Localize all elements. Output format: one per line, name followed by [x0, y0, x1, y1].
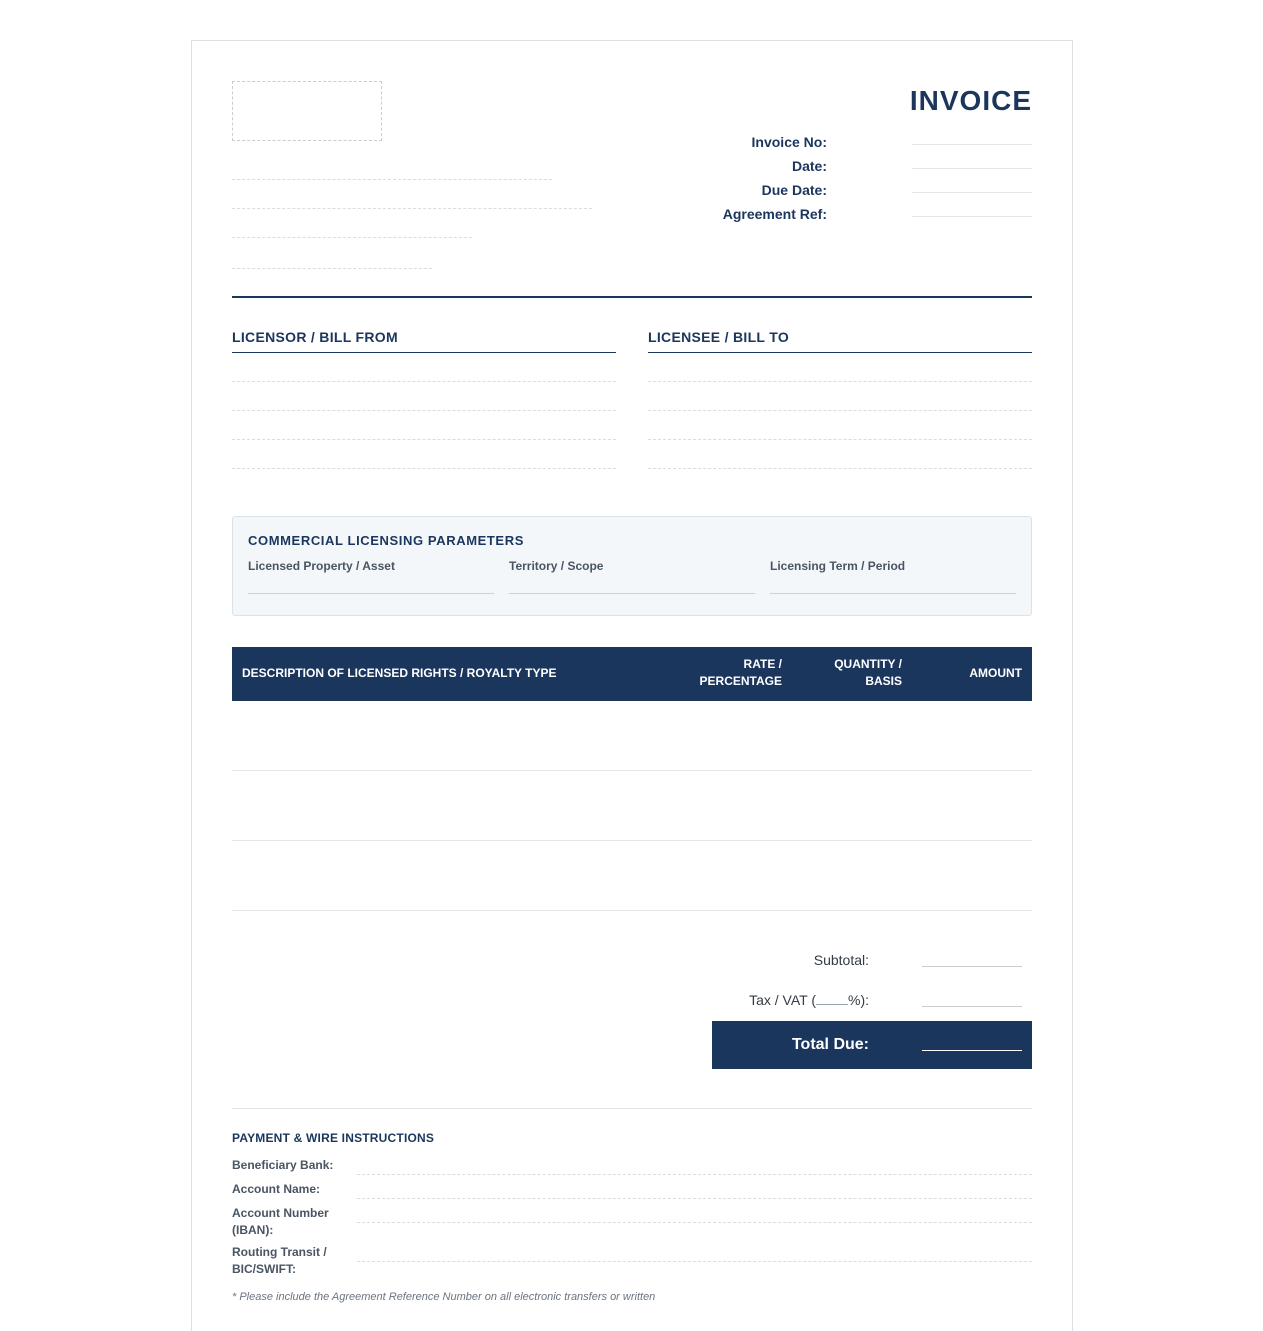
param-label: Licensed Property / Asset: [248, 559, 395, 573]
account-name-field[interactable]: [357, 1198, 1032, 1199]
licensee-line[interactable]: [648, 382, 1032, 411]
licensee-section: [648, 329, 1032, 469]
col-rate-line1: RATE /: [743, 657, 782, 671]
payment-footnote: * Please include the Agreement Reference Number on all electronic transfers or written: [232, 1291, 656, 1303]
table-row[interactable]: [232, 771, 1032, 841]
tax-rate-field[interactable]: [816, 1004, 848, 1005]
routing-swift-label: Routing Transit / BIC/SWIFT:: [232, 1245, 327, 1276]
account-number-field[interactable]: [357, 1222, 1032, 1223]
beneficiary-bank-label: Beneficiary Bank:: [232, 1158, 334, 1172]
meta-invoice-no: [712, 134, 1032, 156]
param-label: Licensing Term / Period: [770, 559, 906, 573]
beneficiary-bank-field[interactable]: [357, 1174, 1032, 1175]
company-address-line[interactable]: [232, 208, 592, 209]
licensor-line[interactable]: [232, 382, 616, 411]
tax-field[interactable]: [922, 1006, 1022, 1007]
account-number-label: Account Number (IBAN):: [232, 1206, 329, 1237]
company-address-line[interactable]: [232, 237, 472, 238]
territory-field[interactable]: [509, 593, 755, 594]
licensor-line[interactable]: [232, 440, 616, 469]
licensor-section: [232, 329, 616, 469]
licensor-line[interactable]: [232, 411, 616, 440]
licensee-line[interactable]: [648, 411, 1032, 440]
line-items-header: [232, 647, 1032, 701]
date-field[interactable]: [912, 168, 1032, 169]
invoice-no-field[interactable]: [912, 144, 1032, 145]
tax-label: [749, 992, 869, 1008]
meta-due-date: [712, 182, 1032, 204]
payment-divider: [232, 1108, 1032, 1109]
licensing-parameters-box: [232, 516, 1032, 616]
licensee-line[interactable]: [648, 440, 1032, 469]
param-label: Territory / Scope: [509, 559, 604, 573]
meta-date: [712, 158, 1032, 180]
col-quantity-line1: QUANTITY /: [834, 657, 902, 671]
col-rate-line2: PERCENTAGE: [699, 674, 782, 688]
invoice-page: [191, 40, 1073, 1331]
tax-label-prefix: Tax / VAT (: [749, 992, 816, 1008]
total-due-label: Total Due:: [791, 1036, 869, 1053]
meta-label: Due Date:: [761, 182, 827, 198]
licensee-title: LICENSEE / BILL TO: [648, 329, 1032, 353]
licensed-property-field[interactable]: [248, 593, 494, 594]
logo-placeholder[interactable]: [232, 81, 382, 141]
subtotal-label: Subtotal:: [813, 952, 869, 968]
params-title: COMMERCIAL LICENSING PARAMETERS: [248, 533, 524, 548]
invoice-title: INVOICE: [909, 85, 1032, 116]
payment-title: PAYMENT & WIRE INSTRUCTIONS: [232, 1131, 435, 1145]
meta-label: Invoice No:: [751, 134, 827, 150]
licensing-term-field[interactable]: [770, 593, 1016, 594]
table-row[interactable]: [232, 701, 1032, 771]
param-licensed-property: [248, 559, 494, 594]
meta-label: Date:: [791, 158, 827, 174]
company-address-line[interactable]: [232, 268, 432, 269]
col-rate: [700, 656, 782, 690]
licensee-line[interactable]: [648, 353, 1032, 382]
agreement-ref-field[interactable]: [912, 216, 1032, 217]
total-due-field[interactable]: [922, 1050, 1022, 1051]
company-address-line[interactable]: [232, 179, 552, 180]
meta-agreement-ref: [712, 206, 1032, 228]
due-date-field[interactable]: [912, 192, 1032, 193]
total-due-box: [712, 1021, 1032, 1069]
meta-label: Agreement Ref:: [722, 206, 827, 222]
subtotal-field[interactable]: [922, 966, 1022, 967]
account-name-label: Account Name:: [232, 1182, 321, 1196]
licensor-line[interactable]: [232, 353, 616, 382]
routing-swift-field[interactable]: [357, 1261, 1032, 1262]
tax-label-suffix: %):: [848, 992, 869, 1008]
param-term: [770, 559, 1016, 594]
col-quantity: [834, 656, 902, 690]
licensor-title: LICENSOR / BILL FROM: [232, 329, 616, 353]
table-row[interactable]: [232, 841, 1032, 911]
param-territory: [509, 559, 755, 594]
col-amount: AMOUNT: [969, 666, 1022, 680]
header-divider: [232, 296, 1032, 298]
col-description: DESCRIPTION OF LICENSED RIGHTS / ROYALTY TYPE: [242, 666, 557, 680]
col-quantity-line2: BASIS: [865, 674, 902, 688]
